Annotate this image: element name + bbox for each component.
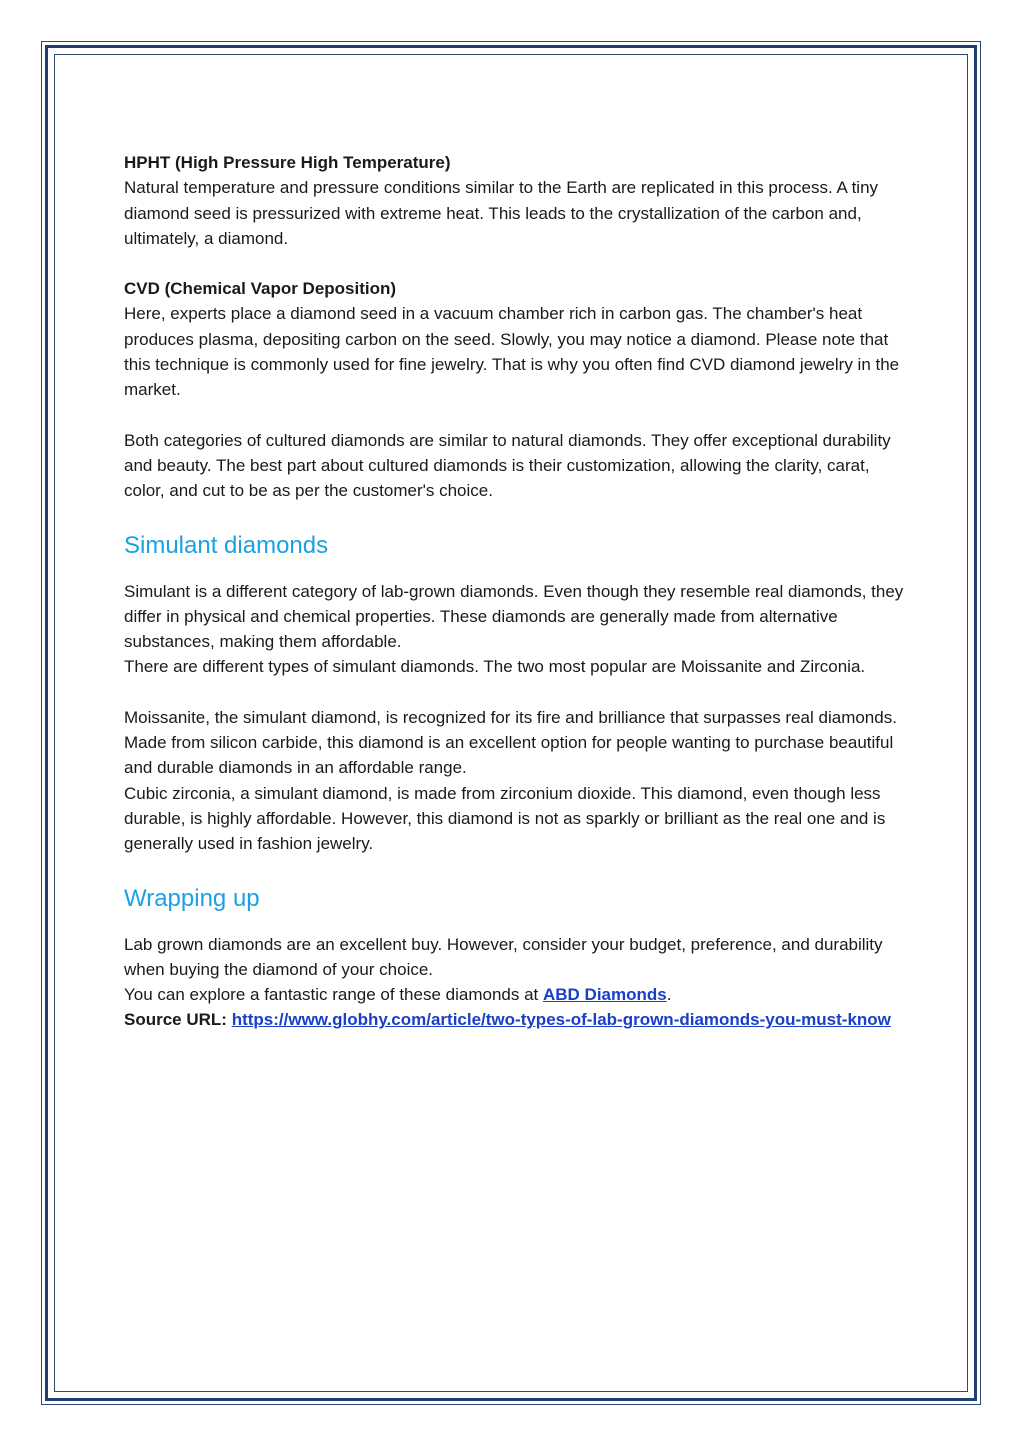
abd-diamonds-link[interactable]: ABD Diamonds <box>542 985 667 1005</box>
simulant-para1b: There are different types of simulant diamonds. The two most popular are Moissanite and Zirconia. <box>124 657 866 677</box>
explore-line <box>124 982 914 1007</box>
wrapping-heading: Wrapping up <box>124 884 260 912</box>
simulant-heading: Simulant diamonds <box>124 531 329 559</box>
cultured-summary: Both categories of cultured diamonds are similar to natural diamonds. They offer exceptional durability and beauty. The best part about cultured diamonds is their customization, allowing the clarity, carat, color, and cut to be as per the customer's choice. <box>124 430 891 501</box>
hpht-section <box>124 150 914 251</box>
cvd-text: Here, experts place a diamond seed in a vacuum chamber rich in carbon gas. The chamber's heat produces plasma, depositing carbon on the seed. Slowly, you may notice a diamond. Please note that this technique is commonly used for fine jewelry. That is why you often find CVD diamond jewelry in the market. <box>124 304 900 400</box>
cvd-heading: CVD (Chemical Vapor Deposition) <box>124 279 397 299</box>
wrapping-para: Lab grown diamonds are an excellent buy. However, consider your budget, preference, and durability when buying the diamond of your choice. <box>124 934 883 979</box>
hpht-text: Natural temperature and pressure conditions similar to the Earth are replicated in this process. A tiny diamond seed is pressurized with extreme heat. This leads to the crystallization of the carbon and, ultimately, a diamond. <box>124 178 879 248</box>
source-url-link[interactable]: https://www.globhy.com/article/two-types-of-lab-grown-diamonds-you-must-know <box>231 1010 891 1030</box>
explore-suffix: . <box>666 985 672 1005</box>
source-line <box>124 1007 914 1032</box>
moissanite-para: Moissanite, the simulant diamond, is recognized for its fire and brilliance that surpasses real diamonds. Made from silicon carbide, this diamond is an excellent option for people wanting to purchase beautiful and durable diamonds in an affordable range. <box>124 707 897 778</box>
cvd-section <box>124 276 914 402</box>
source-label: Source URL: <box>124 1010 232 1030</box>
simulant-para1: Simulant is a different category of lab-grown diamonds. Even though they resemble real diamonds, they differ in physical and chemical properties. These diamonds are generally made from alternative substances, making them affordable. <box>124 581 904 652</box>
simulant-intro <box>124 579 914 680</box>
hpht-heading: HPHT (High Pressure High Temperature) <box>124 153 451 172</box>
document-body <box>124 150 914 1033</box>
explore-prefix: You can explore a fantastic range of these diamonds at <box>124 985 543 1005</box>
zirconia-para: Cubic zirconia, a simulant diamond, is made from zirconium dioxide. This diamond, even though less durable, is highly affordable. However, this diamond is not as sparkly or brilliant as the real one and is generally used in fashion jewelry. <box>124 783 886 854</box>
